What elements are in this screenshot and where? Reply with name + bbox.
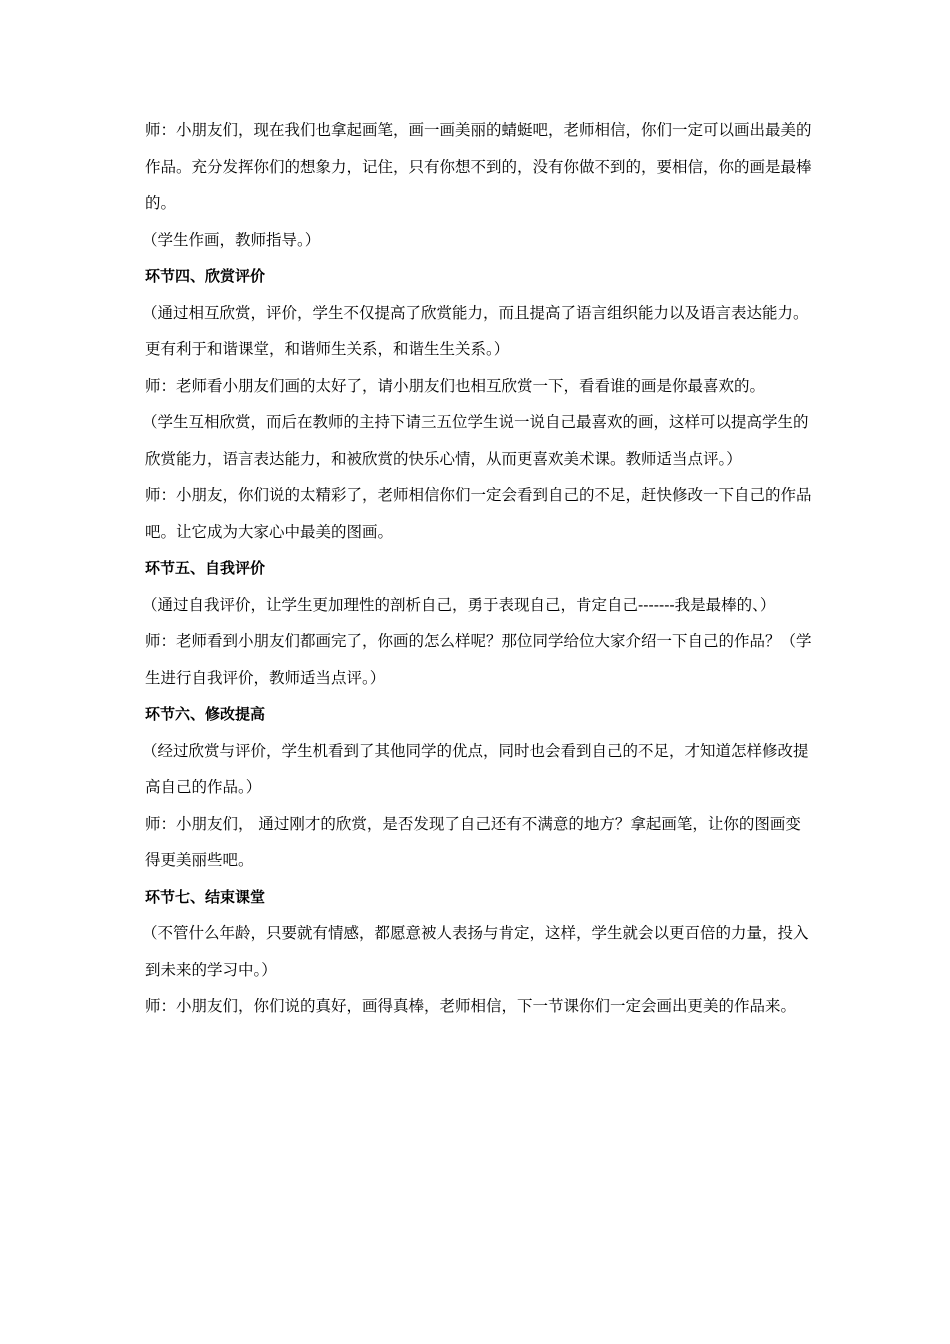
teacher-dialogue: 师：小朋友们，现在我们也拿起画笔，画一画美丽的蜻蜓吧，老师相信，你们一定可以画出最美的作品。充分发挥你们的想象力，记住，只有你想不到的，没有你做不到的，要相信，你的画是最棒的。 — [145, 121, 812, 212]
stage-note: （不管什么年龄，只要就有情感，都愿意被人表扬与肯定，这样，学生就会以更百倍的力量，投入到未来的学习中。） — [142, 924, 809, 979]
document-body — [142, 112, 815, 1025]
stage-note: （经过欣赏与评价，学生机看到了其他同学的优点，同时也会看到自己的不足，才知道怎样修改提高自己的作品。） — [142, 741, 809, 796]
section-heading-appreciation: 环节四、欣赏评价 — [145, 267, 266, 285]
stage-note: （通过自我评价，让学生更加理性的剖析自己，勇于表现自己，肯定自己-------我是最棒的、） — [142, 595, 776, 614]
section-heading-revision: 环节六、修改提高 — [145, 705, 266, 723]
teacher-dialogue: 师：小朋友们，你们说的真好，画得真棒，老师相信，下一节课你们一定会画出更美的作品来。 — [145, 997, 797, 1015]
teacher-dialogue: 师：小朋友，你们说的太精彩了，老师相信你们一定会看到自己的不足，赶快修改一下自己的作品吧。让它成为大家心中最美的图画。 — [145, 486, 812, 541]
stage-note: （通过相互欣赏，评价，学生不仅提高了欣赏能力，而且提高了语言组织能力以及语言表达能力。更有利于和谐课堂，和谐师生关系，和谐生生关系。） — [142, 303, 809, 358]
teacher-dialogue: 师：小朋友们， 通过刚才的欣赏，是否发现了自己还有不满意的地方？拿起画笔，让你的图画变得更美丽些吧。 — [145, 814, 801, 869]
section-heading-self-evaluation: 环节五、自我评价 — [145, 559, 266, 577]
teacher-dialogue: 师：老师看小朋友们画的太好了，请小朋友们也相互欣赏一下，看看谁的画是你最喜欢的。 — [145, 376, 766, 395]
teacher-dialogue: 师：老师看到小朋友们都画完了，你画的怎么样呢？那位同学给位大家介绍一下自己的作品？（学生进行自我评价，教师适当点评。） — [145, 632, 812, 687]
section-heading-closing: 环节七、结束课堂 — [145, 887, 266, 906]
stage-note: （学生作画，教师指导。） — [142, 230, 321, 249]
stage-note: （学生互相欣赏，而后在教师的主持下请三五位学生说一说自己最喜欢的画，这样可以提高学生的欣赏能力，语言表达能力，和被欣赏的快乐心情，从而更喜欢美术课。教师适当点评。） — [142, 413, 809, 468]
